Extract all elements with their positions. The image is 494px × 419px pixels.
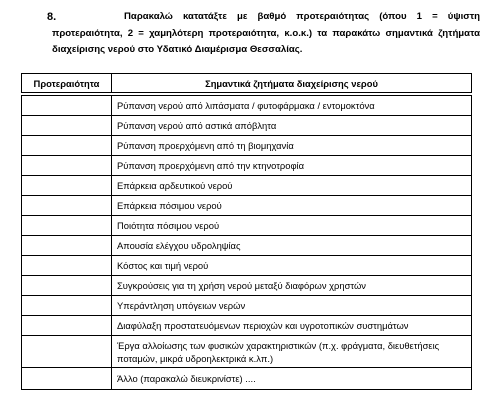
issue-label: Διαφύλαξη προστατευόμενων περιοχών και υγροτοπικών συστημάτων [112,316,472,336]
question-number: 8. [47,11,57,23]
issue-label: Υπεράντληση υπόγειων νερών [112,296,472,316]
priority-input-cell[interactable] [22,296,112,316]
priority-input-cell[interactable] [22,336,112,368]
priority-input-cell[interactable] [22,368,112,390]
priority-input-cell[interactable] [22,316,112,336]
priority-input-cell[interactable] [22,196,112,216]
priority-input-cell[interactable] [22,236,112,256]
priority-input-cell[interactable] [22,256,112,276]
issue-label: Επάρκεια αρδευτικού νερού [112,176,472,196]
issue-label: Ρύπανση προερχόμενη από την κτηνοτροφία [112,156,472,176]
priority-input-cell[interactable] [22,176,112,196]
table-row [22,156,472,176]
question-text: Παρακαλώ κατατάξτε με βαθμό προτεραιότητας (όπου 1 = ύψιστη προτεραιότητα, 2 = χαμηλότερη προτεραιότητα, κ.ο.κ.) τα παρακάτω σημαντικά ζητήματα διαχείρισης νερού στο Υδατικό Διαμέρισμα Θεσσαλίας. [52,11,480,55]
issue-label: Έργα αλλοίωσης των φυσικών χαρακτηριστικών (π.χ. φράγματα, διευθετήσεις ποταμών, μικρά υδροηλεκτρικά κ.λπ.) [112,336,472,368]
priority-input-cell[interactable] [22,96,112,116]
table-row [22,236,472,256]
issue-label: Επάρκεια πόσιμου νερού [112,196,472,216]
issue-column-header: Σημαντικά ζητήματα διαχείρισης νερού [112,74,472,93]
priority-column-header: Προτεραιότητα [22,74,112,93]
table-row [22,336,472,368]
priority-input-cell[interactable] [22,136,112,156]
table-row [22,316,472,336]
table-row [22,276,472,296]
table-row [22,296,472,316]
issue-label: Ρύπανση νερού από λιπάσματα / φυτοφάρμακα / εντομοκτόνα [112,96,472,116]
table-row [22,176,472,196]
table-header-row [22,74,472,93]
table-row [22,196,472,216]
issue-label: Ποιότητα πόσιμου νερού [112,216,472,236]
issue-label: Ρύπανση προερχόμενη από τη βιομηχανία [112,136,472,156]
question-block [0,9,494,65]
priority-ranking-table [21,73,472,390]
priority-input-cell[interactable] [22,276,112,296]
table-row [22,136,472,156]
table-row [22,96,472,116]
priority-input-cell[interactable] [22,216,112,236]
issue-label: Κόστος και τιμή νερού [112,256,472,276]
table-row [22,368,472,390]
issue-label: Άλλο (παρακαλώ διευκρινίστε) .... [112,368,472,390]
priority-input-cell[interactable] [22,156,112,176]
priority-input-cell[interactable] [22,116,112,136]
table-row [22,216,472,236]
issue-label: Απουσία ελέγχου υδροληψίας [112,236,472,256]
issue-label: Συγκρούσεις για τη χρήση νερού μεταξύ διαφόρων χρηστών [112,276,472,296]
issue-label: Ρύπανση νερού από αστικά απόβλητα [112,116,472,136]
table-row [22,256,472,276]
table-row [22,116,472,136]
